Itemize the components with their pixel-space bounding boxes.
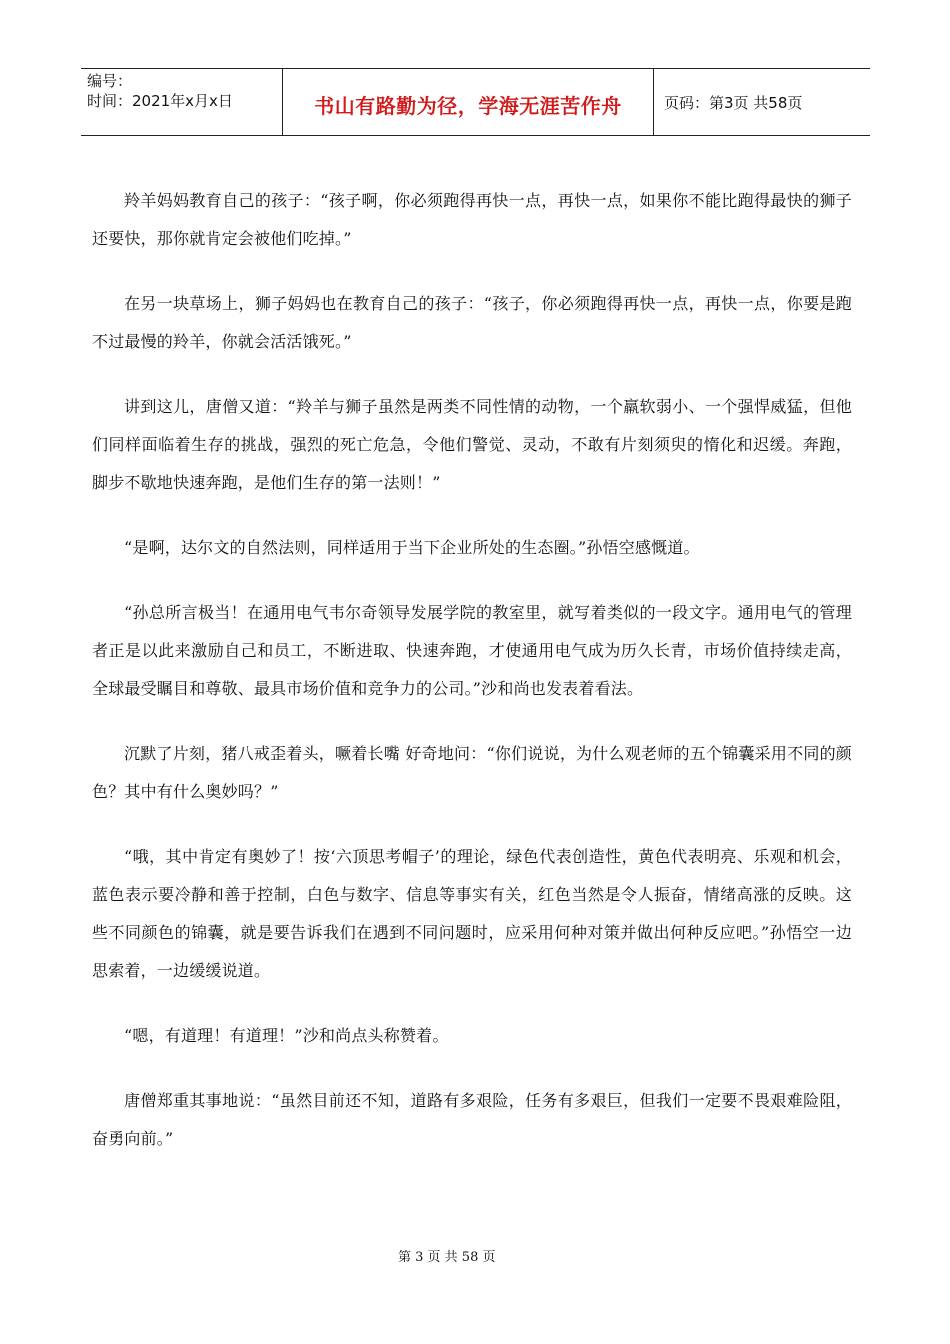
header-page-cell: [654, 69, 870, 135]
paragraph: 羚羊妈妈教育自己的孩子：“孩子啊，你必须跑得再快一点，再快一点，如果你不能比跑得最快的狮子还要快，那你就肯定会被他们吃掉。”: [92, 191, 852, 248]
document-body: [92, 182, 852, 1185]
paragraph: “哦，其中肯定有奥妙了！按‘六顶思考帽子’的理论，绿色代表创造性，黄色代表明亮、乐观和机会，蓝色表示要冷静和善于控制，白色与数字、信息等事实有关，红色当然是令人振奋，情绪高涨的反映。这些不同颜色的锦囊，就是要告诉我们在遇到不同问题时，应采用何种对策并做出何种反应吧。”孙悟空一边思索着，一边缓缓说道。: [92, 847, 852, 980]
date-label: 时间：2021年x月x日: [87, 92, 233, 110]
motto-text: 书山有路勤为径，学海无涯苦作舟: [314, 93, 622, 118]
paragraph: 唐僧郑重其事地说：“虽然目前还不知，道路有多艰险，任务有多艰巨，但我们一定要不畏艰难险阻，奋勇向前。”: [92, 1091, 852, 1148]
paragraph: 沉默了片刻，猪八戒歪着头，噘着长嘴 好奇地问：“你们说说，为什么观老师的五个锦囊采用不同的颜色？其中有什么奥妙吗？”: [92, 744, 852, 801]
paragraph: 在另一块草场上，狮子妈妈也在教育自己的孩子：“孩子，你必须跑得再快一点，再快一点，你要是跑不过最慢的羚羊，你就会活活饿死。”: [92, 294, 852, 351]
number-label: 编号：: [87, 72, 133, 90]
paragraph: 讲到这儿，唐僧又道：“羚羊与狮子虽然是两类不同性情的动物，一个羸软弱小、一个强悍威猛，但他们同样面临着生存的挑战，强烈的死亡危急，令他们警觉、灵动，不敢有片刻须臾的惰化和迟缓。奔跑，脚步不歇地快速奔跑，是他们生存的第一法则！”: [92, 397, 852, 492]
footer-page-number: 第 3 页 共 58 页: [398, 1250, 496, 1265]
header-meta: [81, 69, 282, 135]
paragraph: “是啊，达尔文的自然法则，同样适用于当下企业所处的生态圈。”孙悟空感慨道。: [124, 538, 700, 557]
page-footer: [0, 1246, 950, 1265]
header-table: [81, 68, 870, 136]
paragraph: “嗯，有道理！有道理！”沙和尚点头称赞着。: [124, 1026, 449, 1045]
page-info: 页码：第3页 共58页: [664, 93, 803, 112]
paragraph: “孙总所言极当！在通用电气韦尔奇领导发展学院的教室里，就写着类似的一段文字。通用电气的管理者正是以此来激励自己和员工，不断进取、快速奔跑，才使通用电气成为历久长青，市场价值持续走高，全球最受瞩目和尊敬、最具市场价值和竞争力的公司。”沙和尚也发表着看法。: [92, 603, 852, 698]
header-motto-cell: [282, 69, 654, 135]
